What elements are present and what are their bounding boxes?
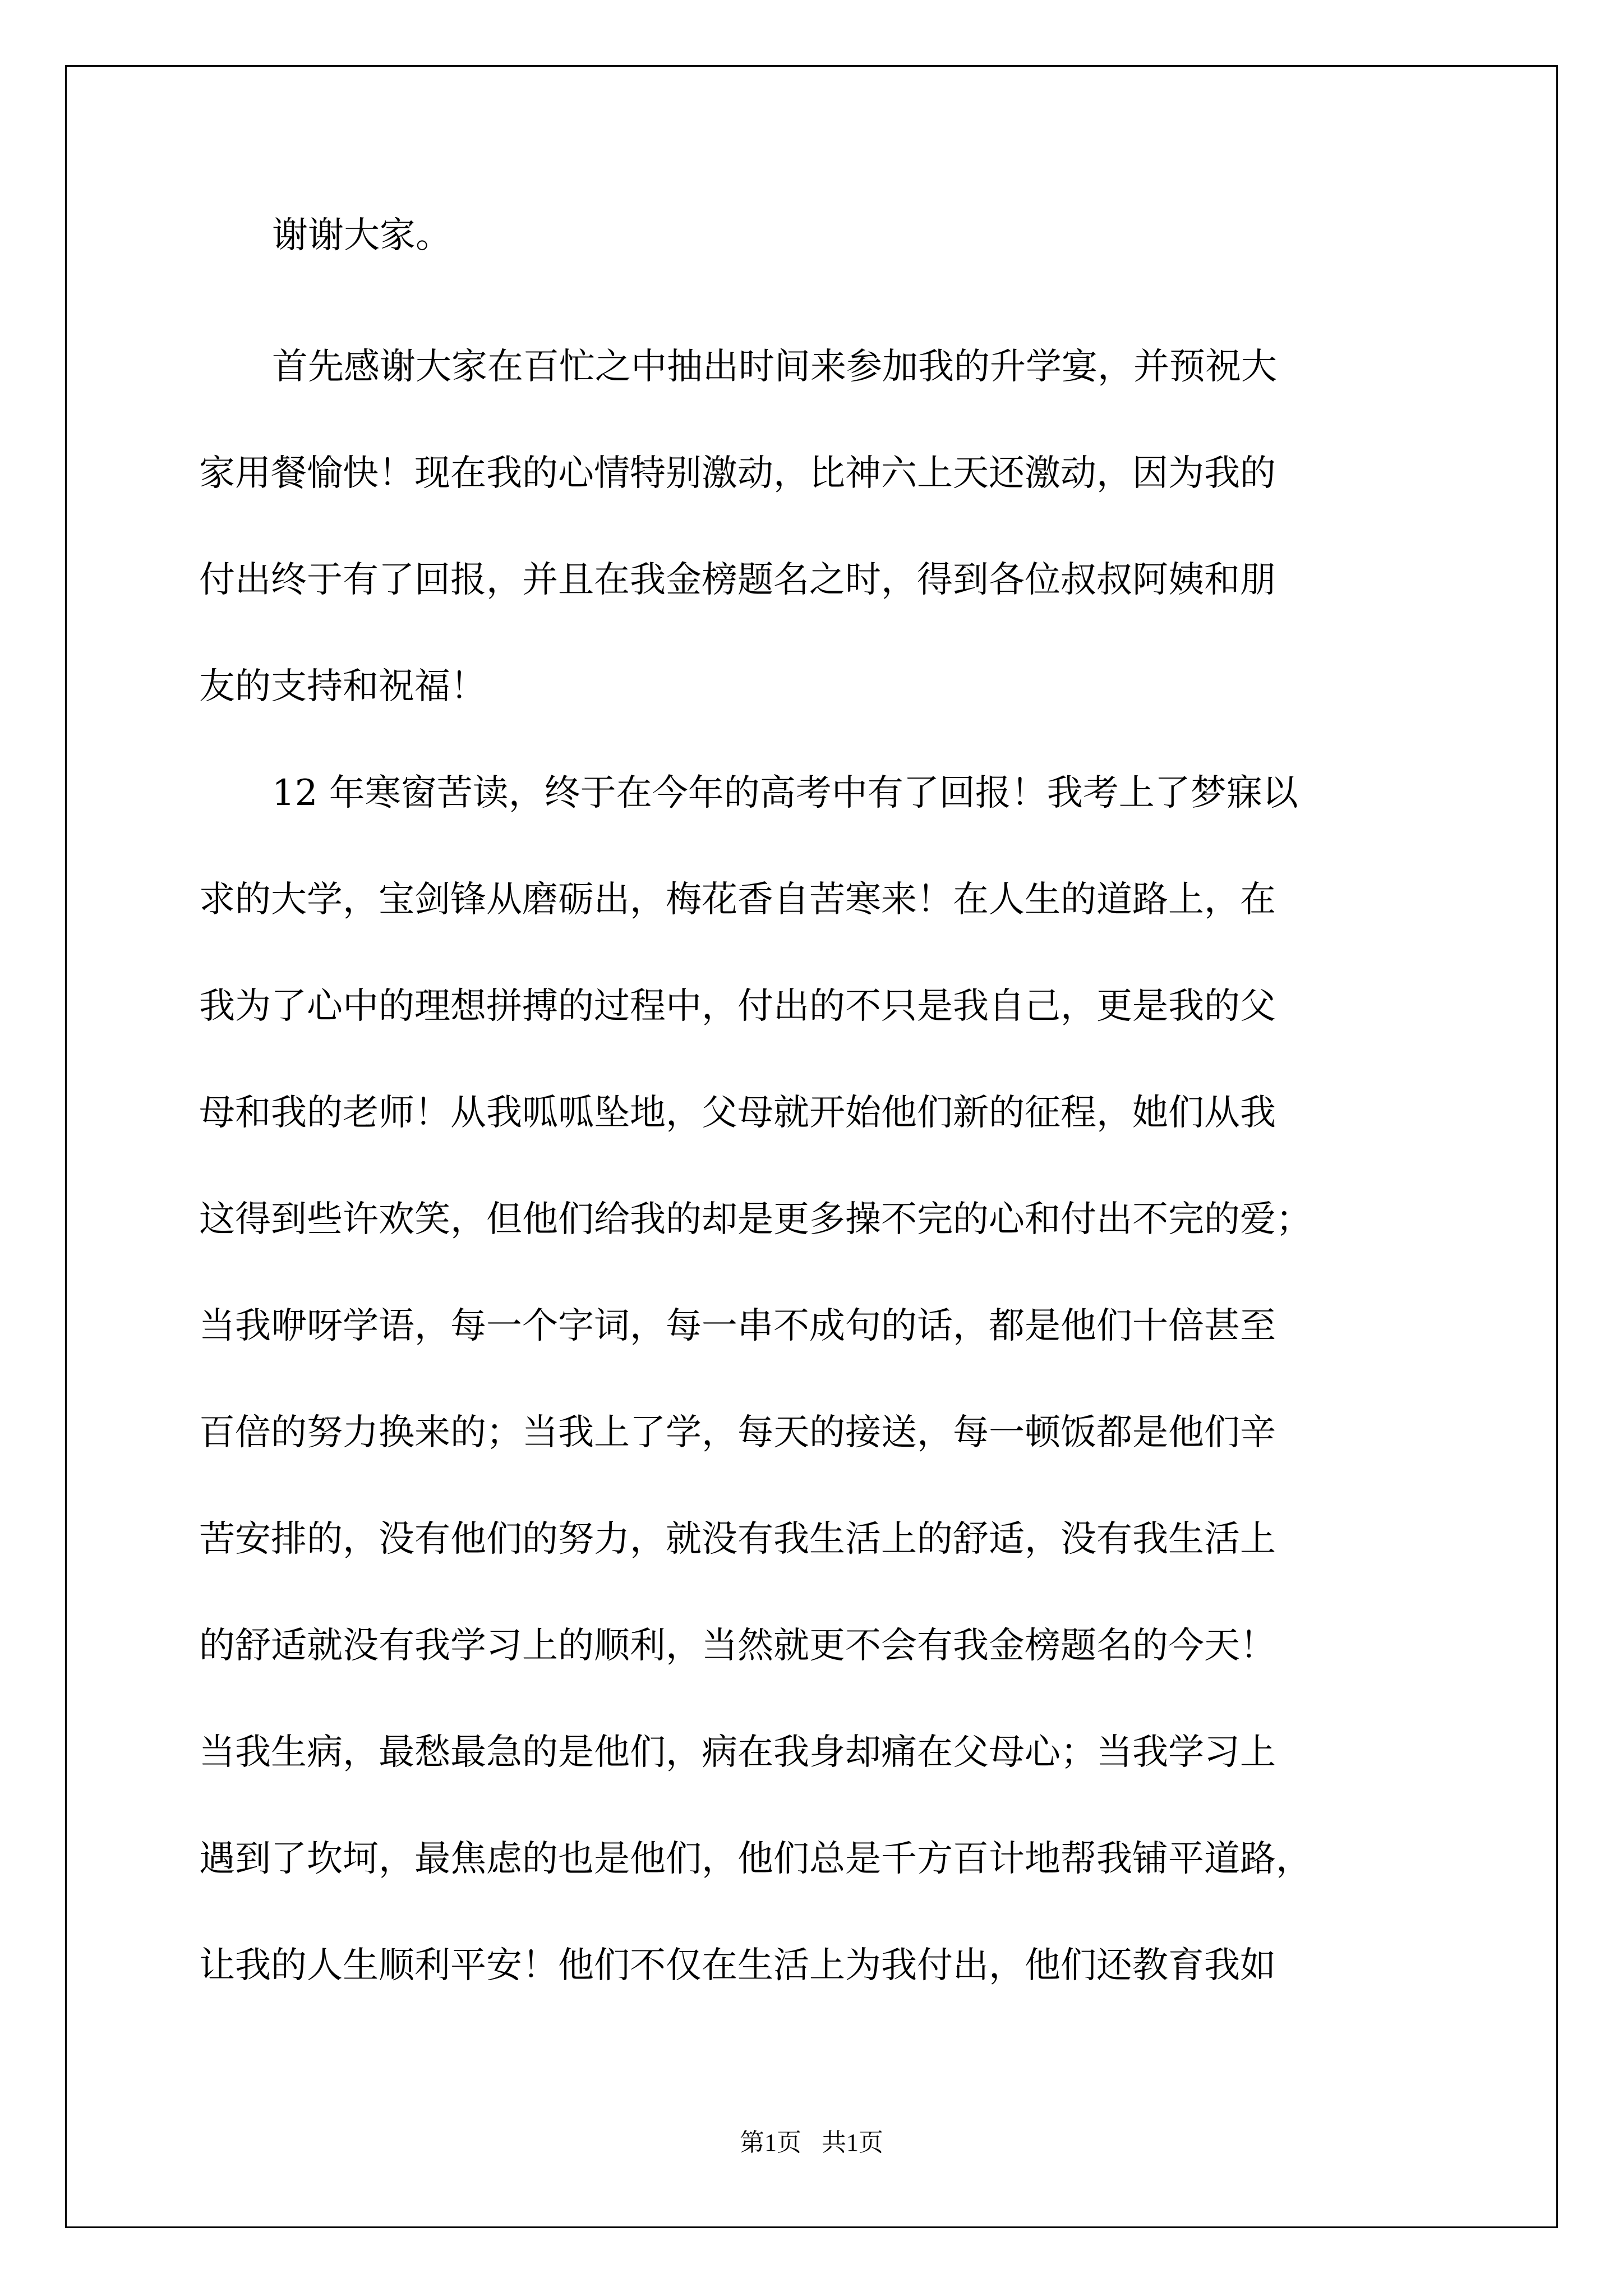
text-line: 的舒适就没有我学习上的顺利，当然就更不会有我金榜题名的今天！ (199, 1625, 1276, 1667)
text-line: 母和我的老师！从我呱呱坠地，父母就开始他们新的征程，她们从我 (199, 1092, 1276, 1134)
text-line: 谢谢大家。 (272, 215, 451, 256)
page-total: 共1页 (822, 2129, 883, 2156)
text-line: 当我咿呀学语，每一个字词，每一串不成句的话，都是他们十倍甚至 (199, 1305, 1276, 1347)
text-line: 百倍的努力换来的；当我上了学，每天的接送，每一顿饭都是他们辛 (199, 1412, 1276, 1453)
text-line: 我为了心中的理想拼搏的过程中，付出的不只是我自己，更是我的父 (199, 986, 1276, 1027)
page-number: 第1页 (740, 2129, 801, 2156)
text-line: 付出终于有了回报，并且在我金榜题名之时，得到各位叔叔阿姨和朋 (199, 559, 1276, 601)
text-line: 友的支持和祝福！ (199, 666, 486, 707)
text-line: 当我生病，最愁最急的是他们，病在我身却痛在父母心；当我学习上 (199, 1732, 1276, 1773)
text-line: 遇到了坎坷，最焦虑的也是他们，他们总是千方百计地帮我铺平道路， (199, 1838, 1312, 1880)
text-line: 求的大学，宝剑锋从磨砺出，梅花香自苦寒来！在人生的道路上，在 (199, 879, 1276, 921)
text-line: 苦安排的，没有他们的努力，就没有我生活上的舒适，没有我生活上 (199, 1519, 1276, 1560)
text-line: 首先感谢大家在百忙之中抽出时间来参加我的升学宴，并预祝大 (272, 346, 1277, 388)
text-line: 让我的人生顺利平安！他们不仅在生活上为我付出，他们还教育我如 (199, 1945, 1276, 1986)
text-line: 家用餐愉快！现在我的心情特别激动，比神六上天还激动，因为我的 (199, 453, 1276, 494)
text-line: 12 年寒窗苦读，终于在今年的高考中有了回报！我考上了梦寐以 (272, 772, 1298, 814)
page-footer (0, 2127, 1623, 2159)
text-line: 这得到些许欢笑，但他们给我的却是更多操不完的心和付出不完的爱； (199, 1199, 1312, 1240)
page-border (65, 65, 1558, 2228)
